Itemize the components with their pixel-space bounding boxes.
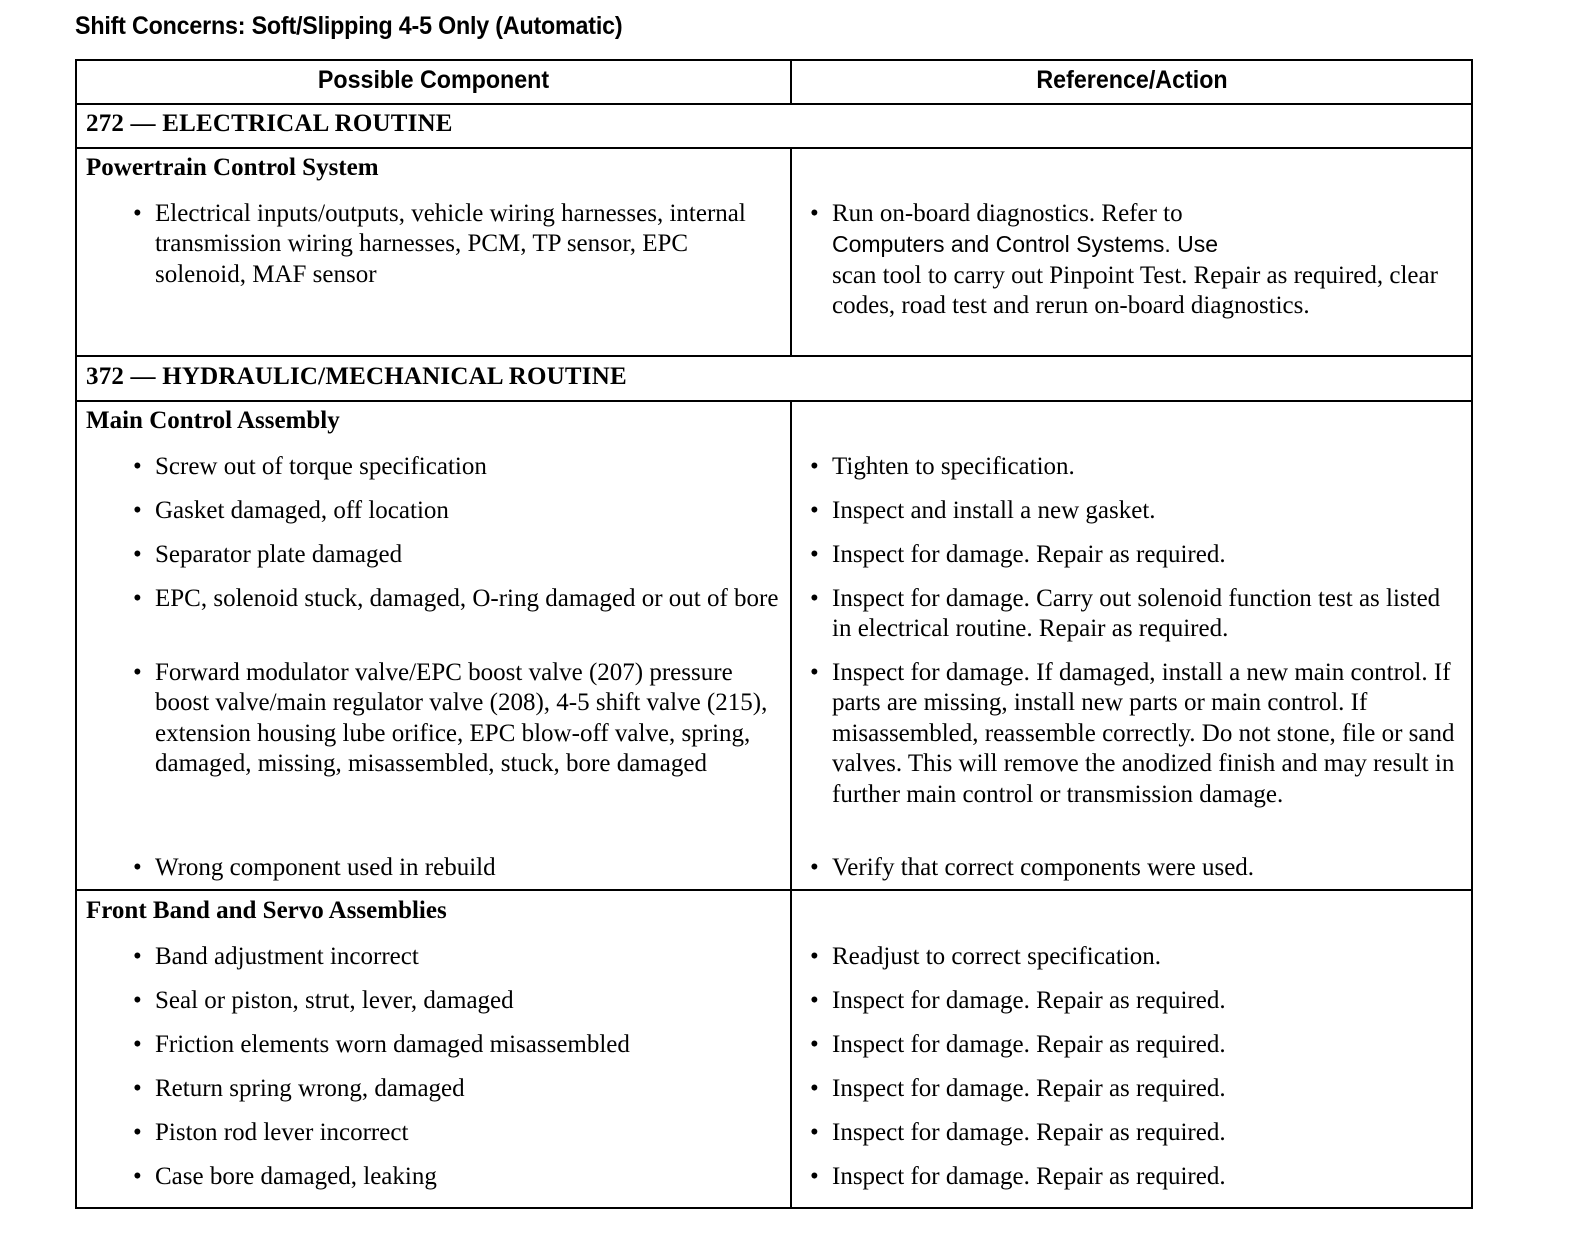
action-item: • Inspect for damage. Repair as required. (832, 1118, 1457, 1148)
column-header-action: Reference/Action (1036, 66, 1228, 94)
component-item: • Wrong component used in rebuild (155, 853, 785, 883)
column-header-component: Possible Component (317, 66, 550, 94)
action-item: • Inspect for damage. Repair as required. (832, 1030, 1457, 1060)
bullet-icon: • (133, 659, 142, 686)
component-item: • Gasket damaged, off location (155, 496, 785, 526)
bullet-icon: • (133, 1119, 142, 1146)
bullet-icon: • (810, 943, 819, 970)
divider (77, 355, 1471, 357)
page-title: Shift Concerns: Soft/Slipping 4-5 Only (Automatic) (75, 12, 623, 40)
action-item: • Inspect for damage. Repair as required. (832, 986, 1457, 1016)
bullet-icon: • (133, 453, 142, 480)
action-item: • Inspect for damage. Repair as required. (832, 540, 1457, 570)
bullet-icon: • (133, 541, 142, 568)
bullet-icon: • (810, 497, 819, 524)
divider (77, 103, 1471, 105)
bullet-icon: • (810, 854, 819, 881)
bullet-icon: • (133, 943, 142, 970)
action-item: • Inspect for damage. Carry out solenoid function test as listed in electrical routine. Repair as required. (810, 585, 1441, 643)
bullet-icon: • (133, 1031, 142, 1058)
bullet-icon: • (133, 854, 142, 881)
bullet-icon: • (810, 659, 819, 686)
bullet-icon: • (133, 200, 142, 227)
bullet-icon: • (133, 1163, 142, 1190)
bullet-icon: • (133, 585, 142, 612)
group-heading-powertrain: Powertrain Control System (86, 154, 379, 181)
action-item: • Inspect and install a new gasket. (832, 496, 1457, 526)
bullet-icon: • (133, 1075, 142, 1102)
diagnosis-table (75, 59, 1473, 1209)
action-item: • Tighten to specification. (832, 452, 1457, 482)
bullet-icon: • (810, 541, 819, 568)
action-item: • Inspect for damage. If damaged, install a new main control. If parts are missing, install new parts or main control. If misassembled, reassemble correctly. Do not stone, file or sand valves. This will remove the anodized finish and may result in further main control or transmission damage. (810, 659, 1455, 808)
divider (77, 889, 1471, 891)
group-heading-front-band: Front Band and Servo Assemblies (86, 897, 447, 924)
bullet-icon: • (810, 1075, 819, 1102)
component-item: • Electrical inputs/outputs, vehicle wiring harnesses, internal transmission wiring harnesses, PCM, TP sensor, EPC solenoid, MAF sensor (133, 200, 746, 288)
divider (77, 147, 1471, 149)
section-heading-hydraulic: 372 — HYDRAULIC/MECHANICAL ROUTINE (86, 363, 627, 390)
action-item: • Inspect for damage. Repair as required. (832, 1074, 1457, 1104)
component-item: • Return spring wrong, damaged (155, 1074, 785, 1104)
action-item: • Readjust to correct specification. (832, 942, 1457, 972)
action-item: • Verify that correct components were used. (832, 853, 1457, 883)
component-item: • Seal or piston, strut, lever, damaged (155, 986, 785, 1016)
action-item: • Run on-board diagnostics. Refer to Computers and Control Systems. Use scan tool to carry out Pinpoint Test. Repair as required, clear codes, road test and rerun on-board diagnostics. (810, 200, 1438, 320)
component-item: • Separator plate damaged (155, 540, 785, 570)
component-item: • Screw out of torque specification (155, 452, 785, 482)
reference-link-computers-control-systems[interactable]: Computers and Control Systems. (832, 231, 1171, 258)
component-item: • Forward modulator valve/EPC boost valve (207) pressure boost valve/main regulator valve (208), 4-5 shift valve (215), extension housing lube orifice, EPC blow-off valve, spring, damaged, missing, misassembled, stuck, bore damaged (133, 659, 768, 778)
bullet-icon: • (810, 585, 819, 612)
bullet-icon: • (810, 987, 819, 1014)
bullet-icon: • (133, 497, 142, 524)
bullet-icon: • (810, 1163, 819, 1190)
bullet-icon: • (810, 453, 819, 480)
component-item: • Piston rod lever incorrect (155, 1118, 785, 1148)
bullet-icon: • (810, 1119, 819, 1146)
bullet-icon: • (810, 1031, 819, 1058)
section-heading-electrical: 272 — ELECTRICAL ROUTINE (86, 110, 453, 137)
action-item: • Inspect for damage. Repair as required. (832, 1162, 1457, 1192)
column-divider (790, 61, 792, 103)
bullet-icon: • (133, 987, 142, 1014)
component-item: • Band adjustment incorrect (155, 942, 785, 972)
component-item: • Case bore damaged, leaking (155, 1162, 785, 1192)
bullet-icon: • (810, 200, 819, 227)
component-item: • Friction elements worn damaged misassembled (155, 1030, 785, 1060)
group-heading-main-control: Main Control Assembly (86, 407, 340, 434)
column-divider (790, 147, 792, 355)
divider (77, 400, 1471, 402)
column-divider (790, 400, 792, 1208)
component-item: • EPC, solenoid stuck, damaged, O-ring damaged or out of bore (155, 584, 785, 614)
